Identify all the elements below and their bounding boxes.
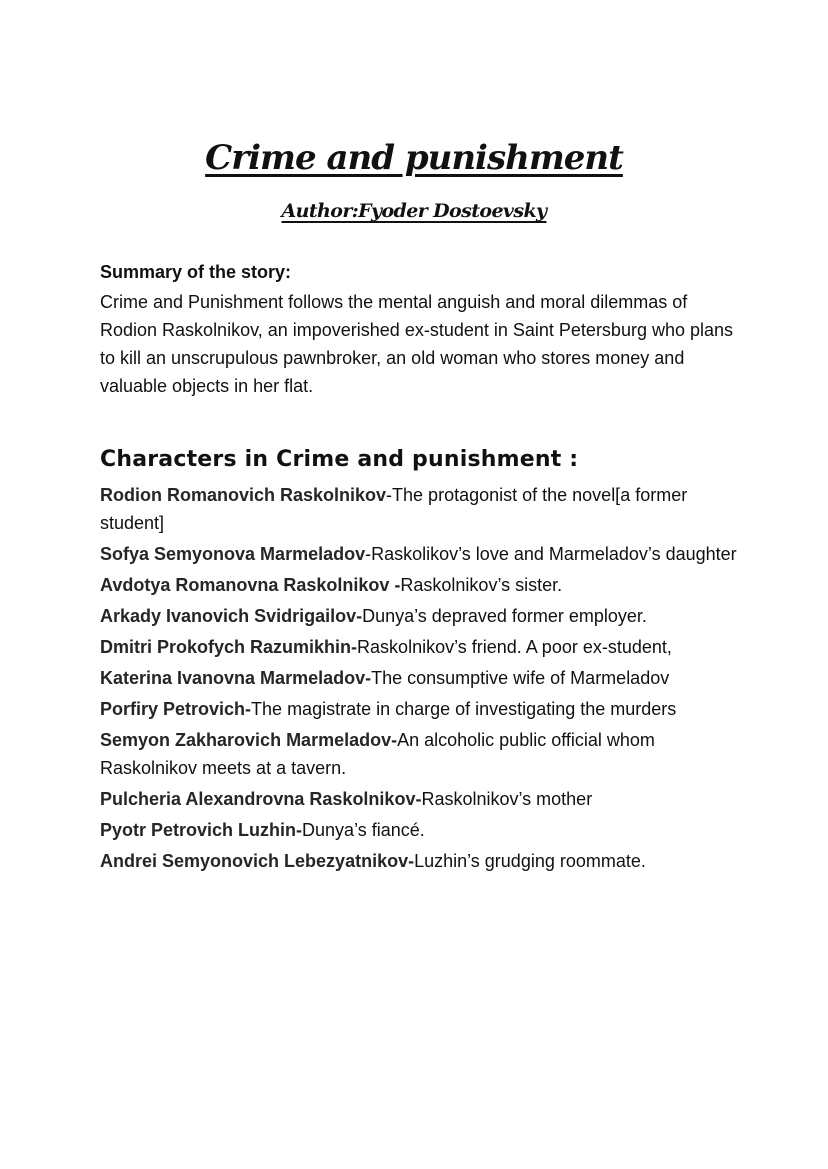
character-name: Katerina Ivanovna Marmeladov- <box>100 668 372 688</box>
character-description: -The protagonist of the novel[a former student] <box>100 485 688 533</box>
summary-section <box>100 258 740 400</box>
character-name: Avdotya Romanovna Raskolnikov - <box>100 575 401 595</box>
character-entry <box>100 847 740 875</box>
character-description: Dunya’s depraved former employer. <box>362 606 647 626</box>
character-description: The magistrate in charge of investigating the murders <box>251 699 677 719</box>
characters-heading: Characters in Crime and punishment : <box>100 447 579 472</box>
character-name: Sofya Semyonova Marmeladov <box>100 544 366 564</box>
character-description: Luzhin’s grudging roommate. <box>414 851 646 871</box>
character-description: Dunya’s fiancé. <box>302 820 425 840</box>
document-author-text: Author:Fyoder Dostoevsky <box>281 200 547 222</box>
document-author <box>0 196 828 226</box>
character-entry <box>100 540 740 568</box>
character-entry <box>100 633 740 661</box>
character-entry <box>100 816 740 844</box>
character-entry <box>100 602 740 630</box>
character-name: Andrei Semyonovich Lebezyatnikov- <box>100 851 415 871</box>
characters-section <box>100 443 740 878</box>
character-entry <box>100 481 740 537</box>
character-description: Raskolnikov’s friend. A poor ex-student, <box>357 637 672 657</box>
character-name: Porfiry Petrovich- <box>100 699 252 719</box>
character-name: Semyon Zakharovich Marmeladov- <box>100 730 398 750</box>
character-description: Raskolnikov’s sister. <box>400 575 563 595</box>
summary-heading: Summary of the story: <box>100 262 292 282</box>
character-name: Arkady Ivanovich Svidrigailov- <box>100 606 363 626</box>
character-entry <box>100 726 740 782</box>
character-name: Pyotr Petrovich Luzhin- <box>100 820 303 840</box>
character-entry <box>100 695 740 723</box>
character-name: Pulcheria Alexandrovna Raskolnikov- <box>100 789 422 809</box>
character-description: -Raskolikov’s love and Marmeladov’s daughter <box>365 544 737 564</box>
character-description: An alcoholic public official whom Raskolnikov meets at a tavern. <box>100 730 655 778</box>
character-name: Dmitri Prokofych Razumikhin- <box>100 637 358 657</box>
character-name: Rodion Romanovich Raskolnikov <box>100 485 387 505</box>
document-title-text: Crime and punishment <box>205 138 623 178</box>
character-entry <box>100 571 740 599</box>
character-entry <box>100 664 740 692</box>
characters-list <box>100 481 740 875</box>
character-description: Raskolnikov’s mother <box>421 789 593 809</box>
character-description: The consumptive wife of Marmeladov <box>371 668 670 688</box>
document-title <box>0 134 828 182</box>
summary-text: Crime and Punishment follows the mental anguish and moral dilemmas of Rodion Raskolnikov, an impoverished ex-student in Saint Petersburg who plans to kill an unscrupulous pawnbroker, an old woman who stores money and valuable objects in her flat. <box>100 292 734 396</box>
character-entry <box>100 785 740 813</box>
